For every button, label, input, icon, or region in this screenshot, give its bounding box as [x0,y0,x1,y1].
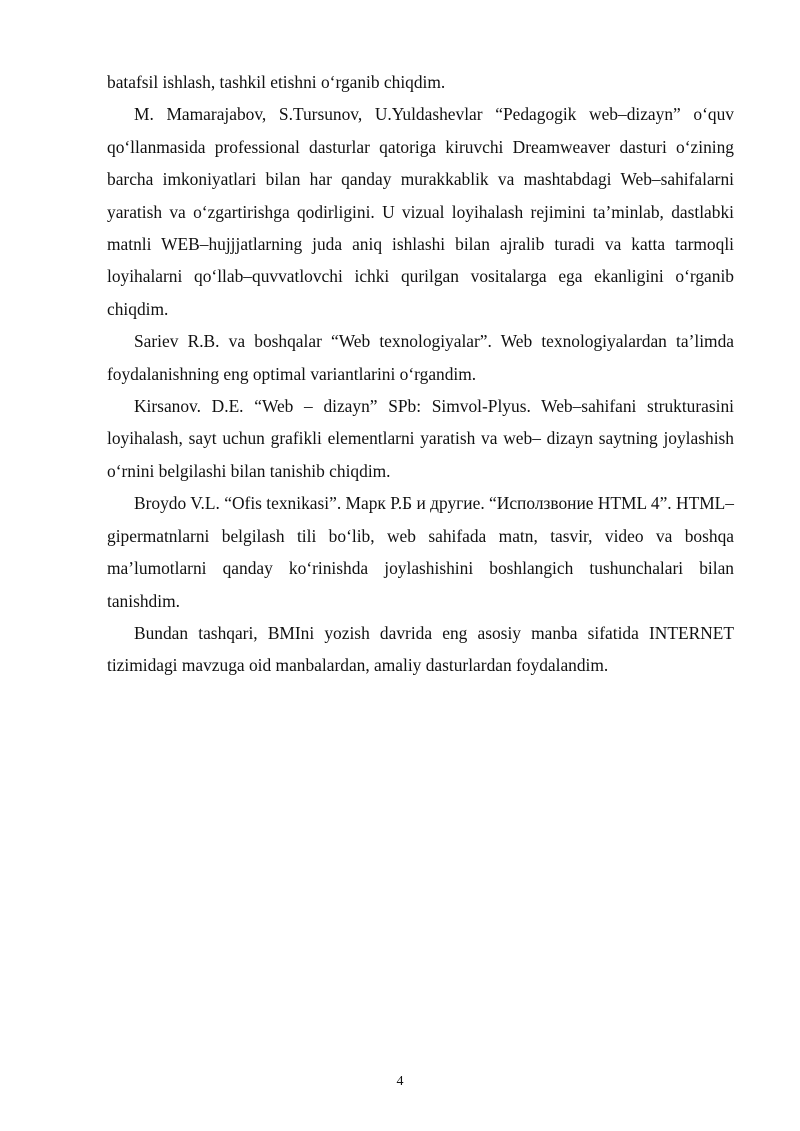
paragraph-continuation: batafsil ishlash, tashkil etishni o‘rganib chiqdim. [107,72,446,92]
paragraph-internet: Bundan tashqari, BMIni yozish davrida eng asosiy manba sifatida INTERNET tizimidagi mavzuga oid manbalardan, amaliy dasturlardan foydalandim. [107,622,734,676]
document-body [107,66,734,682]
paragraph-kirsanov: Kirsanov. D.E. “Web – dizayn” SPb: Simvol-Plyus. Web–sahifani strukturasini loyihalash, sayt uchun grafikli elementlarni yaratish va web– dizayn saytning joylashish o‘rnini belgilashi bilan tanishib chiqdim. [107,396,734,481]
paragraph-mamarajabov: M. Mamarajabov, S.Tursunov, U.Yuldashevlar “Pedagogik web–dizayn” o‘quv qo‘llanmasida professional dasturlar qatoriga kiruvchi Dreamweaver dasturi o‘zining barcha imkoniyatlari bilan har qanday murakkablik va mashtabdagi Web–sahifalarni yaratish va o‘zgartirishga qodirligini. U vizual loyihalash rejimini ta’minlab, dastlabki matnli WEB–hujjjatlarning juda aniq ishlashi bilan ajralib turadi va katta tarmoqli loyihalarni qo‘llab–quvvatlovchi ichki qurilgan vositalarga ega ekanligini o‘rganib chiqdim. [107,104,734,319]
page-number: 4 [396,1074,404,1089]
paragraph-sariev: Sariev R.B. va boshqalar “Web texnologiyalar”. Web texnologiyalardan ta’limda foydalanishning eng optimal variantlarini o‘rgandim. [107,331,734,384]
paragraph-broydo: Broydo V.L. “Ofis texnikasi”. Марк Р.Б и другие. “Исползвоние HTML 4”. HTML–gipermatnlarni belgilash tili bo‘lib, web sahifada matn, tasvir, video va boshqa ma’lumotlarni qanday ko‘rinishda joylashishini boshlangich tushunchalari bilan tanishdim. [107,493,734,611]
